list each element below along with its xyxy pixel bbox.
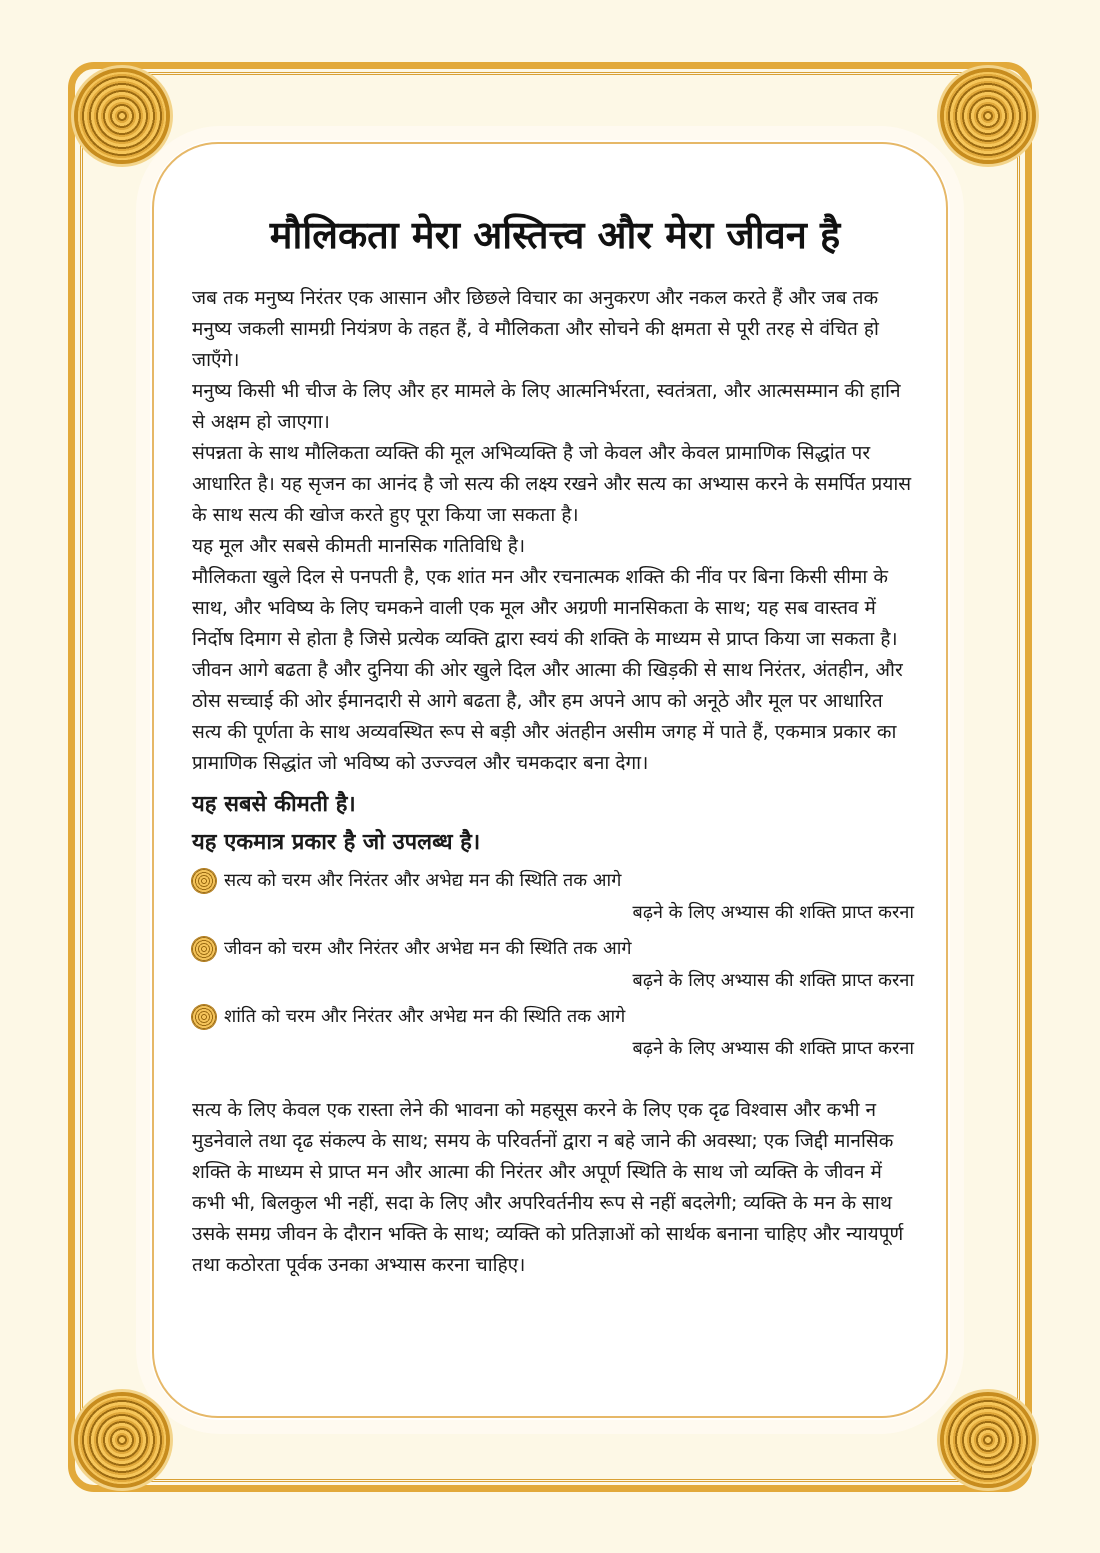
corner-medallion-icon [944, 72, 1032, 160]
emphasis-line: यह सबसे कीमती है। [192, 792, 356, 817]
bullet-text-line2: बढ़ने के लिए अभ्यास की शक्ति प्राप्त करना [632, 970, 914, 991]
corner-medallion-icon [944, 1396, 1032, 1484]
bullet-text-line1: सत्य को चरम और निरंतर और अभेद्य मन की स्थिति तक आगे [224, 870, 622, 891]
document-content [192, 205, 918, 1300]
bullet-item [192, 1001, 918, 1065]
emphasis-line: यह एकमात्र प्रकार है जो उपलब्ध है। [192, 830, 481, 855]
paragraph: मनुष्य किसी भी चीज के लिए और हर मामले के लिए आत्मनिर्भरता, स्वतंत्रता, और आत्मसम्मान की हानि से अक्षम हो जाएगा। [192, 380, 901, 433]
bullet-item [192, 865, 918, 929]
corner-medallion-icon [78, 1396, 166, 1484]
closing-paragraph: सत्य के लिए केवल एक रास्ता लेने की भावना को महसूस करने के लिए एक दृढ विश्वास और कभी न मुडनेवाले तथा दृढ संकल्प के साथ; समय के परिवर्तनों द्वारा न बहे जाने की अवस्था; एक जिद्दी मानसिक शक्ति के माध्यम से प्राप्त मन और आत्मा की निरंतर और अपूर्ण स्थिति के साथ जो व्यक्ति के जीवन में कभी भी, बिलकुल भी नहीं, सदा के लिए और अपरिवर्तनीय रूप से नहीं बदलेगी; व्यक्ति के मन के साथ उसके समग्र जीवन के दौरान भक्ति के साथ; व्यक्ति को प्रतिज्ञाओं को सार्थक बनाना चाहिए और न्यायपूर्ण तथा कठोरता पूर्वक उनका अभ्यास करना चाहिए। [192, 1099, 904, 1276]
bullet-item [192, 933, 918, 997]
corner-medallion-icon [78, 72, 166, 160]
bullet-text-line2: बढ़ने के लिए अभ्यास की शक्ति प्राप्त करना [632, 902, 914, 923]
paragraph: मौलिकता खुले दिल से पनपती है, एक शांत मन और रचनात्मक शक्ति की नींव पर बिना किसी सीमा के साथ, और भविष्य के लिए चमकने वाली एक मूल और अग्रणी मानसिकता के साथ; यह सब वास्तव में निर्दोष दिमाग से होता है जिसे प्रत्येक व्यक्ति द्वारा स्वयं की शक्ति के माध्यम से प्राप्त किया जा सकता है। [192, 566, 898, 650]
paragraph: यह मूल और सबसे कीमती मानसिक गतिविधि है। [192, 535, 526, 557]
bullet-text-line1: शांति को चरम और निरंतर और अभेद्य मन की स्थिति तक आगे [224, 1006, 626, 1027]
paragraph: जब तक मनुष्य निरंतर एक आसान और छिछले विचार का अनुकरण और नकल करते हैं और जब तक मनुष्य जकली सामग्री नियंत्रण के तहत हैं, वे मौलिकता और सोचने की क्षमता से पूरी तरह से वंचित हो जाएँगे। [192, 287, 879, 371]
gold-coin-bullet-icon [192, 1005, 216, 1029]
bullet-text-line2: बढ़ने के लिए अभ्यास की शक्ति प्राप्त करना [632, 1038, 914, 1059]
paragraph: संपन्नता के साथ मौलिकता व्यक्ति की मूल अभिव्यक्ति है जो केवल और केवल प्रामाणिक सिद्धांत पर आधारित है। यह सृजन का आनंद है जो सत्य की लक्ष्य रखने और सत्य का अभ्यास करने के समर्पित प्रयास के साथ सत्य की खोज करते हुए पूरा किया जा सकता है। [192, 442, 912, 526]
gold-coin-bullet-icon [192, 869, 216, 893]
bullet-text-line1: जीवन को चरम और निरंतर और अभेद्य मन की स्थिति तक आगे [224, 938, 632, 959]
gold-coin-bullet-icon [192, 937, 216, 961]
page-title: मौलिकता मेरा अस्तित्त्व और मेरा जीवन है [269, 213, 841, 257]
paragraph: जीवन आगे बढता है और दुनिया की ओर खुले दिल और आत्मा की खिड़की से साथ निरंतर, अंतहीन, और ठोस सच्चाई की ओर ईमानदारी से आगे बढता है, और हम अपने आप को अनूठे और मूल पर आधारित सत्य की पूर्णता के साथ अव्यवस्थित रूप से बड़ी और अंतहीन असीम जगह में पाते हैं, एकमात्र प्रकार का प्रामाणिक सिद्धांत जो भविष्य को उज्ज्वल और चमकदार बना देगा। [192, 659, 903, 774]
